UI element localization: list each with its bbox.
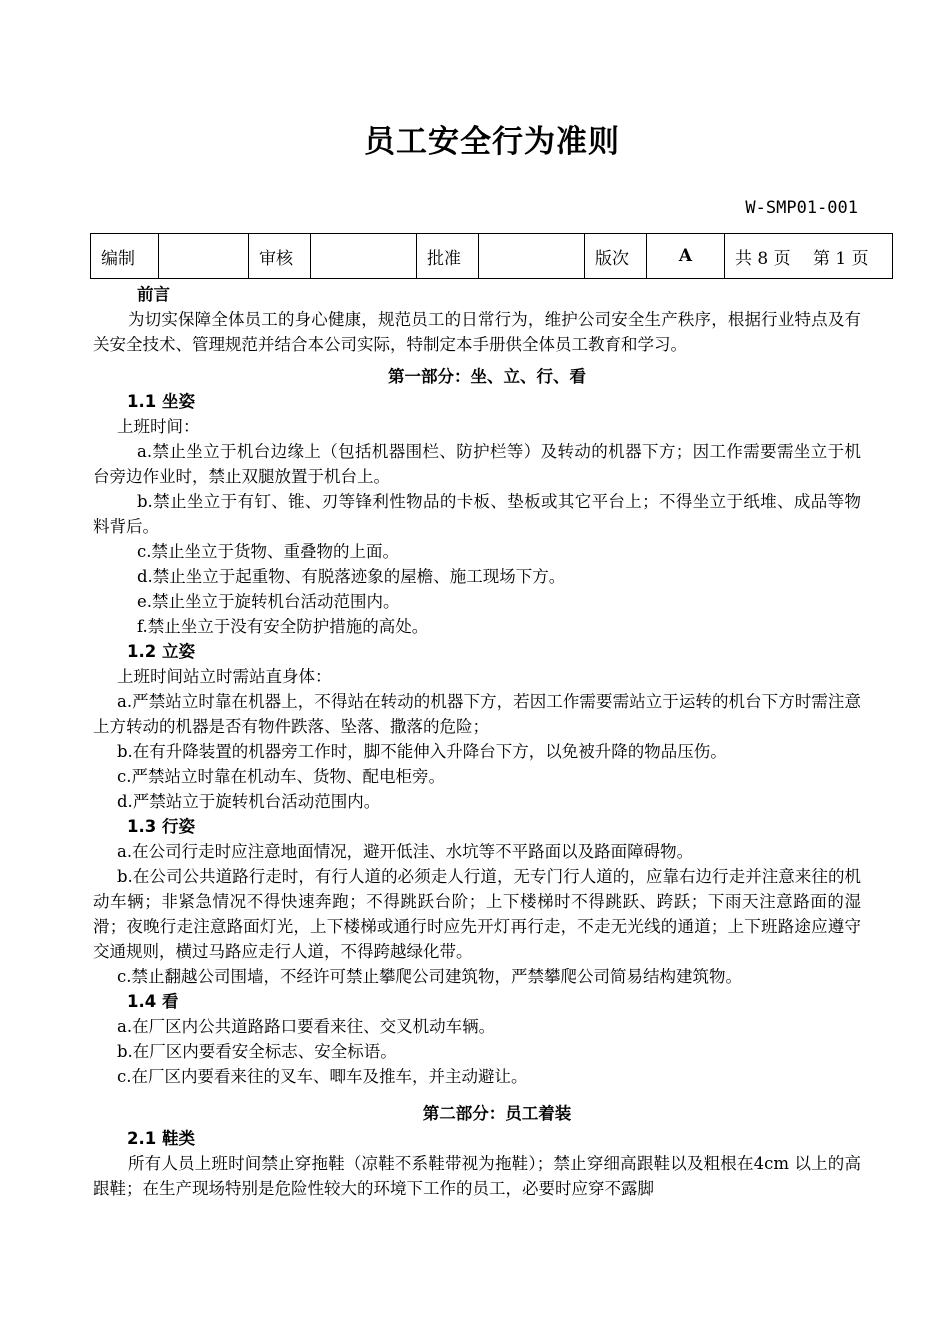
list-item: a.在厂区内公共道路路口要看来往、交叉机动车辆。 [117, 1017, 496, 1036]
preface-text: 为切实保障全体员工的身心健康，规范员工的日常行为，维护公司安全生产秩序，根据行业特点及有关安全技术、管理规范并结合本公司实际，特制定本手册供全体员工教育和学习。 [93, 310, 861, 354]
approval-table [90, 233, 893, 279]
document-title: 员工安全行为准则 [364, 124, 620, 160]
review-value [311, 234, 417, 279]
list-item: d.严禁站立于旋转机台活动范围内。 [117, 792, 381, 811]
compile-value [159, 234, 249, 279]
list-item: f.禁止坐立于没有安全防护措施的高处。 [137, 617, 429, 636]
part1-heading: 第一部分：坐、立、行、看 [388, 367, 586, 386]
list-item: b.在公司公共道路行走时，有行人道的必须走人行道，无专门行人道的，应靠右边行走并注意来往的机动车辆；非紧急情况不得快速奔跑；不得跳跃台阶；上下楼梯时不得跳跃、跨跃；下雨天注意路面的湿滑；夜晚行走注意路面灯光，上下楼梯或通行时应先开灯再行走，不走无光线的通道；上下班路途应遵守交通规则，横过马路应走行人道，不得跨越绿化带。 [93, 867, 861, 961]
compile-label: 编制 [91, 234, 159, 279]
list-item: c.在厂区内要看来往的叉车、唧车及推车，并主动避让。 [117, 1067, 528, 1086]
approval-row [91, 234, 893, 279]
review-label: 审核 [249, 234, 311, 279]
section-1-3-heading: 1.3 行姿 [127, 817, 195, 836]
list-item: a.严禁站立时靠在机器上，不得站在转动的机器下方，若因工作需要需站立于运转的机台下方时需注意上方转动的机器是否有物件跌落、坠落、撒落的危险； [93, 692, 861, 736]
list-item: b.禁止坐立于有钉、锥、刃等锋利性物品的卡板、垫板或其它平台上；不得坐立于纸堆、成品等物料背后。 [93, 492, 861, 536]
list-item: b.在厂区内要看安全标志、安全标语。 [117, 1042, 397, 1061]
list-item: a.禁止坐立于机台边缘上（包括机器围栏、防护栏等）及转动的机器下方；因工作需要需坐立于机台旁边作业时，禁止双腿放置于机台上。 [93, 442, 861, 486]
preface-heading: 前言 [137, 285, 170, 304]
section-2-1-heading: 2.1 鞋类 [127, 1129, 195, 1148]
section-1-2-intro: 上班时间站立时需站直身体： [117, 667, 332, 686]
version-value: A [647, 234, 725, 279]
document-body [93, 282, 861, 1201]
part2-heading: 第二部分：员工着装 [422, 1104, 572, 1123]
list-item: c.禁止翻越公司围墙，不经许可禁止攀爬公司建筑物，严禁攀爬公司简易结构建筑物。 [117, 967, 742, 986]
section-1-1-heading: 1.1 坐姿 [127, 392, 195, 411]
list-item: c.严禁站立时靠在机动车、货物、配电柜旁。 [117, 767, 445, 786]
list-item: e.禁止坐立于旋转机台活动范围内。 [137, 592, 400, 611]
list-item: d.禁止坐立于起重物、有脱落迹象的屋檐、施工现场下方。 [137, 567, 566, 586]
approve-label: 批准 [417, 234, 479, 279]
section-1-4-heading: 1.4 看 [127, 992, 179, 1011]
list-item: a.在公司行走时应注意地面情况，避开低洼、水坑等不平路面以及路面障碍物。 [117, 842, 694, 861]
section-1-2-heading: 1.2 立姿 [127, 642, 195, 661]
list-item: b.在有升降装置的机器旁工作时，脚不能伸入升降台下方，以免被升降的物品压伤。 [117, 742, 727, 761]
section-1-1-intro: 上班时间： [117, 417, 200, 436]
approve-value [479, 234, 585, 279]
section-2-1-text: 所有人员上班时间禁止穿拖鞋（凉鞋不系鞋带视为拖鞋）；禁止穿细高跟鞋以及粗根在4cm 以上的高跟鞋；在生产现场特别是危险性较大的环境下工作的员工，必要时应穿不露脚 [93, 1154, 861, 1198]
page-count: 共 8 页 第 1 页 [725, 234, 893, 279]
version-label: 版次 [585, 234, 647, 279]
list-item: c.禁止坐立于货物、重叠物的上面。 [137, 542, 399, 561]
document-number: W-SMP01-001 [745, 198, 858, 218]
